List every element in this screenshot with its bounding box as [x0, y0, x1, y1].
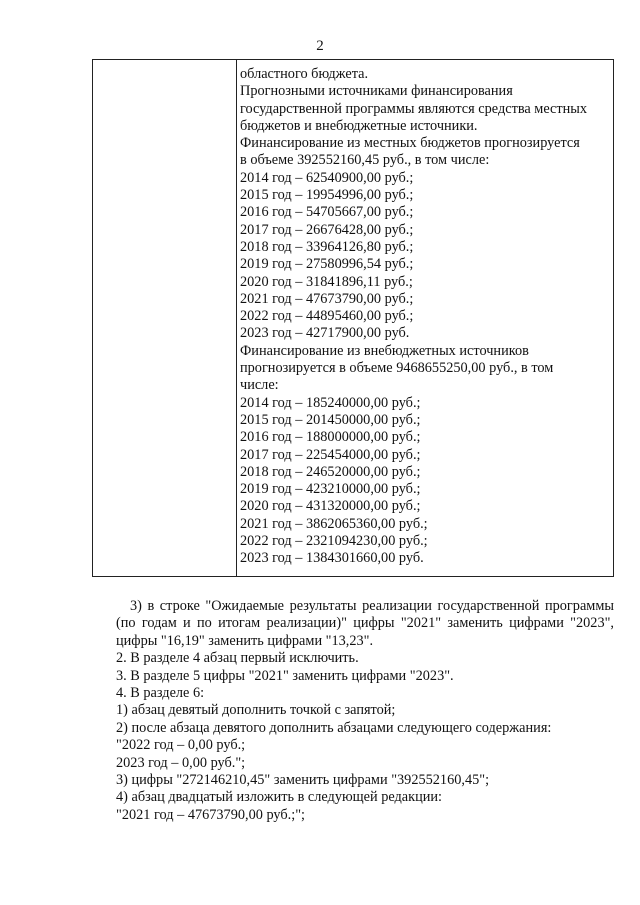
extrabudget-year-line: 2019 год – 423210000,00 руб.; — [240, 481, 421, 498]
extrabudget-year-line: 2021 год – 3862065360,00 руб.; — [240, 515, 428, 532]
extrabudget-year-line: 2023 год – 1384301660,00 руб. — [240, 550, 424, 567]
paragraph: 1) абзац девятый дополнить точкой с запятой; — [116, 702, 396, 719]
cell-line: Прогнозными источниками финансирования — [240, 83, 513, 100]
extrabudget-year-line: 2018 год – 246520000,00 руб.; — [240, 463, 421, 480]
extrabudget-year-line: 2017 год – 225454000,00 руб.; — [240, 446, 421, 463]
page-number: 2 — [316, 38, 324, 54]
local-budget-year-line: 2023 год – 42717900,00 руб. — [240, 325, 410, 342]
cell-line: областного бюджета. — [240, 66, 369, 82]
extrabudget-year-line: 2020 год – 431320000,00 руб.; — [240, 498, 421, 515]
paragraph: 2023 год – 0,00 руб."; — [116, 754, 246, 771]
extrabudget-year-line: 2015 год – 201450000,00 руб.; — [240, 411, 421, 428]
cell-line: государственной программы являются средства местных — [240, 100, 588, 117]
cell-line: числе: — [240, 377, 279, 394]
amendments-text — [116, 598, 614, 824]
column-divider — [236, 60, 237, 576]
paragraph: 3) цифры "272146210,45" заменить цифрами "392552160,45"; — [116, 772, 490, 789]
local-budget-year-line: 2021 год – 47673790,00 руб.; — [240, 290, 414, 307]
cell-line: бюджетов и внебюджетные источники. — [240, 117, 478, 134]
paragraph: 4) абзац двадцатый изложить в следующей редакции: — [116, 789, 443, 806]
local-budget-year-line: 2014 год – 62540900,00 руб.; — [240, 169, 414, 186]
extrabudget-year-line: 2016 год – 188000000,00 руб.; — [240, 429, 421, 446]
local-budget-year-line: 2020 год – 31841896,11 руб.; — [240, 273, 413, 290]
local-budget-year-line: 2016 год – 54705667,00 руб.; — [240, 204, 414, 221]
paragraph-item-3: 3) в строке "Ожидаемые результаты реализации государственной программы (по годам и по итогам реализации)" цифры "2021" заменить цифрами "2023", цифры "16,19" заменить цифрами "13,23". — [116, 598, 614, 649]
program-passport-table — [92, 59, 614, 577]
extrabudget-year-line: 2022 год – 2321094230,00 руб.; — [240, 533, 428, 550]
cell-line: прогнозируется в объеме 9468655250,00 руб., в том — [240, 360, 554, 377]
cell-line: Финансирование из местных бюджетов прогнозируется — [240, 135, 580, 152]
paragraph: "2022 год – 0,00 руб.; — [116, 737, 246, 754]
paragraph: 2) после абзаца девятого дополнить абзацами следующего содержания: — [116, 719, 552, 736]
local-budget-year-line: 2017 год – 26676428,00 руб.; — [240, 221, 414, 238]
financing-cell — [240, 66, 610, 568]
paragraph: 4. В разделе 6: — [116, 685, 205, 702]
cell-line: Финансирование из внебюджетных источников — [240, 342, 529, 359]
extrabudget-year-line: 2014 год – 185240000,00 руб.; — [240, 394, 421, 411]
paragraph: 2. В разделе 4 абзац первый исключить. — [116, 650, 359, 667]
local-budget-year-line: 2019 год – 27580996,54 руб.; — [240, 256, 414, 273]
local-budget-year-line: 2018 год – 33964126,80 руб.; — [240, 238, 414, 255]
paragraph: 3. В разделе 5 цифры "2021" заменить цифрами "2023". — [116, 667, 454, 684]
local-budget-year-line: 2015 год – 19954996,00 руб.; — [240, 187, 414, 204]
cell-line: в объеме 392552160,45 руб., в том числе: — [240, 152, 490, 169]
local-budget-year-line: 2022 год – 44895460,00 руб.; — [240, 308, 414, 325]
paragraph: "2021 год – 47673790,00 руб.;"; — [116, 806, 306, 823]
